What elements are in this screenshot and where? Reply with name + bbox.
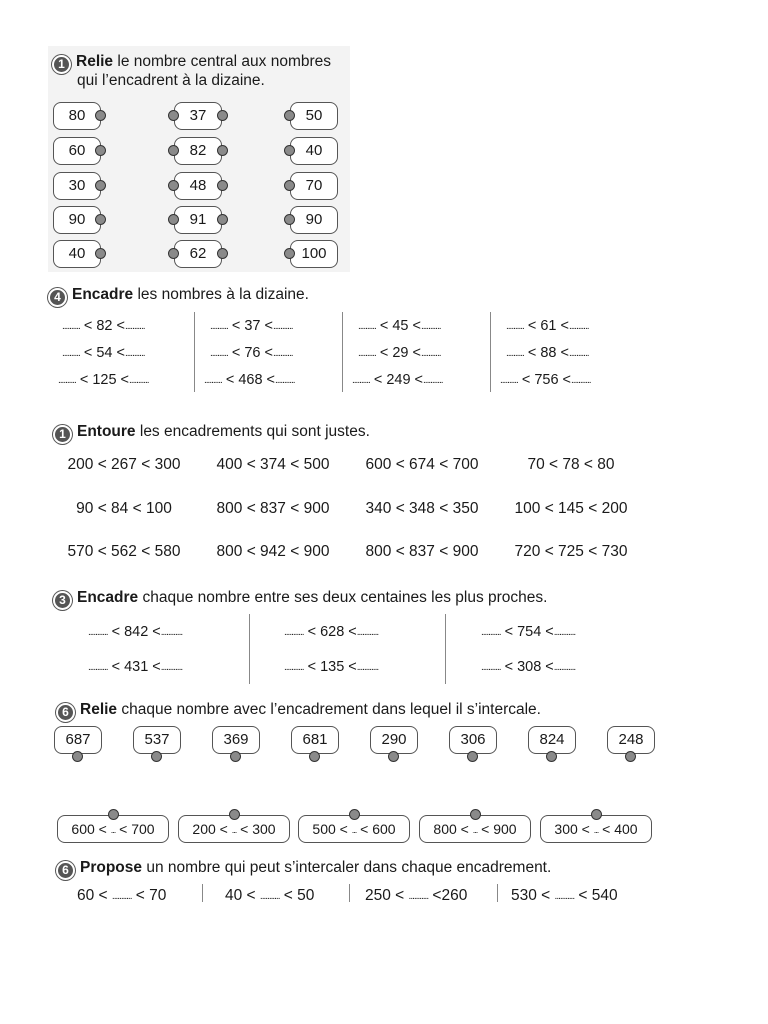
number-box: 91 <box>174 206 222 234</box>
instruction-keyword: Encadre <box>77 589 139 606</box>
connection-dot[interactable] <box>217 110 228 121</box>
instruction-text-line2: qui l’encadrent à la dizaine. <box>77 72 265 89</box>
number-box: 248 <box>607 726 655 754</box>
connection-dot[interactable] <box>95 214 106 225</box>
instruction-text: un nombre qui peut s’intercaler dans chaque encadrement. <box>142 859 552 876</box>
connection-dot[interactable] <box>217 214 228 225</box>
connection-dot[interactable] <box>151 751 162 762</box>
number-box: 60 <box>53 137 101 165</box>
number-box: 48 <box>174 172 222 200</box>
connection-dot[interactable] <box>388 751 399 762</box>
connection-dot[interactable] <box>546 751 557 762</box>
connection-dot[interactable] <box>467 751 478 762</box>
inequality-item[interactable]: 400 < 374 < 500 <box>216 456 330 473</box>
number-box: 30 <box>53 172 101 200</box>
encadrement-item: .......... < 468 <........... <box>204 372 295 388</box>
propose-item: 60 < ........... < 70 <box>77 887 167 904</box>
encadrement-item: .......... < 82 <........... <box>62 318 145 334</box>
encadrement-item: ........... < 308 <............ <box>481 659 576 675</box>
range-box: 300 < ... < 400 <box>540 815 652 843</box>
number-box: 681 <box>291 726 339 754</box>
connection-dot[interactable] <box>95 110 106 121</box>
exercise-propose-title <box>56 858 551 880</box>
connection-dot[interactable] <box>230 751 241 762</box>
number-box: 62 <box>174 240 222 268</box>
exercise-number-badge: 3 <box>53 591 72 610</box>
instruction-keyword: Propose <box>80 859 143 876</box>
connection-dot[interactable] <box>108 809 119 820</box>
number-box: 80 <box>53 102 101 130</box>
inequality-item[interactable]: 570 < 562 < 580 <box>67 543 181 560</box>
number-box: 82 <box>174 137 222 165</box>
column-divider <box>202 884 203 902</box>
connection-dot[interactable] <box>591 809 602 820</box>
instruction-text: chaque nombre entre ses deux centaines les plus proches. <box>138 589 548 606</box>
connection-dot[interactable] <box>168 145 179 156</box>
instruction-keyword: Relie <box>76 53 114 70</box>
column-divider <box>490 312 491 392</box>
propose-item: 40 < ........... < 50 <box>225 887 315 904</box>
instruction-text: chaque nombre avec l’encadrement dans lequel il s’intercale. <box>117 701 541 718</box>
connection-dot[interactable] <box>217 180 228 191</box>
encadrement-item: .......... < 88 <........... <box>506 345 589 361</box>
encadrement-item: .......... < 76 <........... <box>210 345 293 361</box>
exercise-entoure-title <box>53 422 370 444</box>
instruction-text: les nombres à la dizaine. <box>133 286 309 303</box>
exercise-number-badge: 1 <box>53 425 72 444</box>
propose-item: 250 < ........... <260 <box>365 887 468 904</box>
column-divider <box>194 312 195 392</box>
connection-dot[interactable] <box>470 809 481 820</box>
range-box: 800 < ... < 900 <box>419 815 531 843</box>
number-box: 50 <box>290 102 338 130</box>
encadrement-item: .......... < 37 <........... <box>210 318 293 334</box>
number-box: 290 <box>370 726 418 754</box>
column-divider <box>249 614 250 684</box>
column-divider <box>349 884 350 902</box>
inequality-item[interactable]: 340 < 348 < 350 <box>365 500 479 517</box>
instruction-text: les encadrements qui sont justes. <box>135 423 370 440</box>
exercise-number-badge: 6 <box>56 861 75 880</box>
connection-dot[interactable] <box>168 214 179 225</box>
encadrement-item: .......... < 29 <........... <box>358 345 441 361</box>
number-box: 90 <box>53 206 101 234</box>
inequality-item[interactable]: 100 < 145 < 200 <box>514 500 628 517</box>
inequality-item[interactable]: 200 < 267 < 300 <box>67 456 181 473</box>
number-box: 306 <box>449 726 497 754</box>
exercise-encadre-dizaine-title <box>48 285 309 307</box>
inequality-item[interactable]: 800 < 837 < 900 <box>365 543 479 560</box>
range-box: 200 < ... < 300 <box>178 815 290 843</box>
connection-dot[interactable] <box>95 248 106 259</box>
exercise-number-badge: 1 <box>52 55 71 74</box>
encadrement-item: .......... < 249 <........... <box>352 372 443 388</box>
connection-dot[interactable] <box>229 809 240 820</box>
connection-dot[interactable] <box>284 110 295 121</box>
number-box: 70 <box>290 172 338 200</box>
instruction-keyword: Encadre <box>72 286 134 303</box>
column-divider <box>342 312 343 392</box>
exercise-encadre-centaine-title <box>53 588 547 610</box>
connection-dot[interactable] <box>217 145 228 156</box>
encadrement-item: .......... < 756 <........... <box>500 372 591 388</box>
inequality-item[interactable]: 600 < 674 < 700 <box>365 456 479 473</box>
number-box: 100 <box>290 240 338 268</box>
encadrement-item: .......... < 54 <........... <box>62 345 145 361</box>
connection-dot[interactable] <box>284 248 295 259</box>
encadrement-item: ........... < 628 <............ <box>284 624 379 640</box>
column-divider <box>497 884 498 902</box>
encadrement-item: ........... < 135 <............ <box>284 659 379 675</box>
number-box: 37 <box>174 102 222 130</box>
number-box: 40 <box>290 137 338 165</box>
connection-dot[interactable] <box>284 214 295 225</box>
propose-item: 530 < ........... < 540 <box>511 887 618 904</box>
encadrement-item: .......... < 45 <........... <box>358 318 441 334</box>
inequality-item[interactable]: 720 < 725 < 730 <box>514 543 628 560</box>
instruction-keyword: Entoure <box>77 423 136 440</box>
exercise-relie-centaine-title <box>56 700 541 722</box>
number-box: 537 <box>133 726 181 754</box>
connection-dot[interactable] <box>168 248 179 259</box>
encadrement-item: ........... < 842 <............ <box>88 624 183 640</box>
connection-dot[interactable] <box>349 809 360 820</box>
exercise-number-badge: 6 <box>56 703 75 722</box>
inequality-item[interactable]: 70 < 78 < 80 <box>527 456 615 473</box>
encadrement-item: .......... < 125 <........... <box>58 372 149 388</box>
number-box: 369 <box>212 726 260 754</box>
encadrement-item: .......... < 61 <........... <box>506 318 589 334</box>
connection-dot[interactable] <box>625 751 636 762</box>
inequality-item[interactable]: 90 < 84 < 100 <box>76 500 172 517</box>
connection-dot[interactable] <box>284 145 295 156</box>
number-box: 687 <box>54 726 102 754</box>
connection-dot[interactable] <box>217 248 228 259</box>
instruction-keyword: Relie <box>80 701 118 718</box>
column-divider <box>445 614 446 684</box>
connection-dot[interactable] <box>309 751 320 762</box>
connection-dot[interactable] <box>168 110 179 121</box>
number-box: 90 <box>290 206 338 234</box>
range-box: 600 < ... < 700 <box>57 815 169 843</box>
connection-dot[interactable] <box>95 180 106 191</box>
encadrement-item: ........... < 754 <............ <box>481 624 576 640</box>
exercise-number-badge: 4 <box>48 288 67 307</box>
connection-dot[interactable] <box>72 751 83 762</box>
inequality-item[interactable]: 800 < 837 < 900 <box>216 500 330 517</box>
connection-dot[interactable] <box>284 180 295 191</box>
instruction-text: le nombre central aux nombres <box>113 53 332 70</box>
encadrement-item: ........... < 431 <............ <box>88 659 183 675</box>
number-box: 824 <box>528 726 576 754</box>
range-box: 500 < ... < 600 <box>298 815 410 843</box>
inequality-item[interactable]: 800 < 942 < 900 <box>216 543 330 560</box>
connection-dot[interactable] <box>95 145 106 156</box>
connection-dot[interactable] <box>168 180 179 191</box>
number-box: 40 <box>53 240 101 268</box>
